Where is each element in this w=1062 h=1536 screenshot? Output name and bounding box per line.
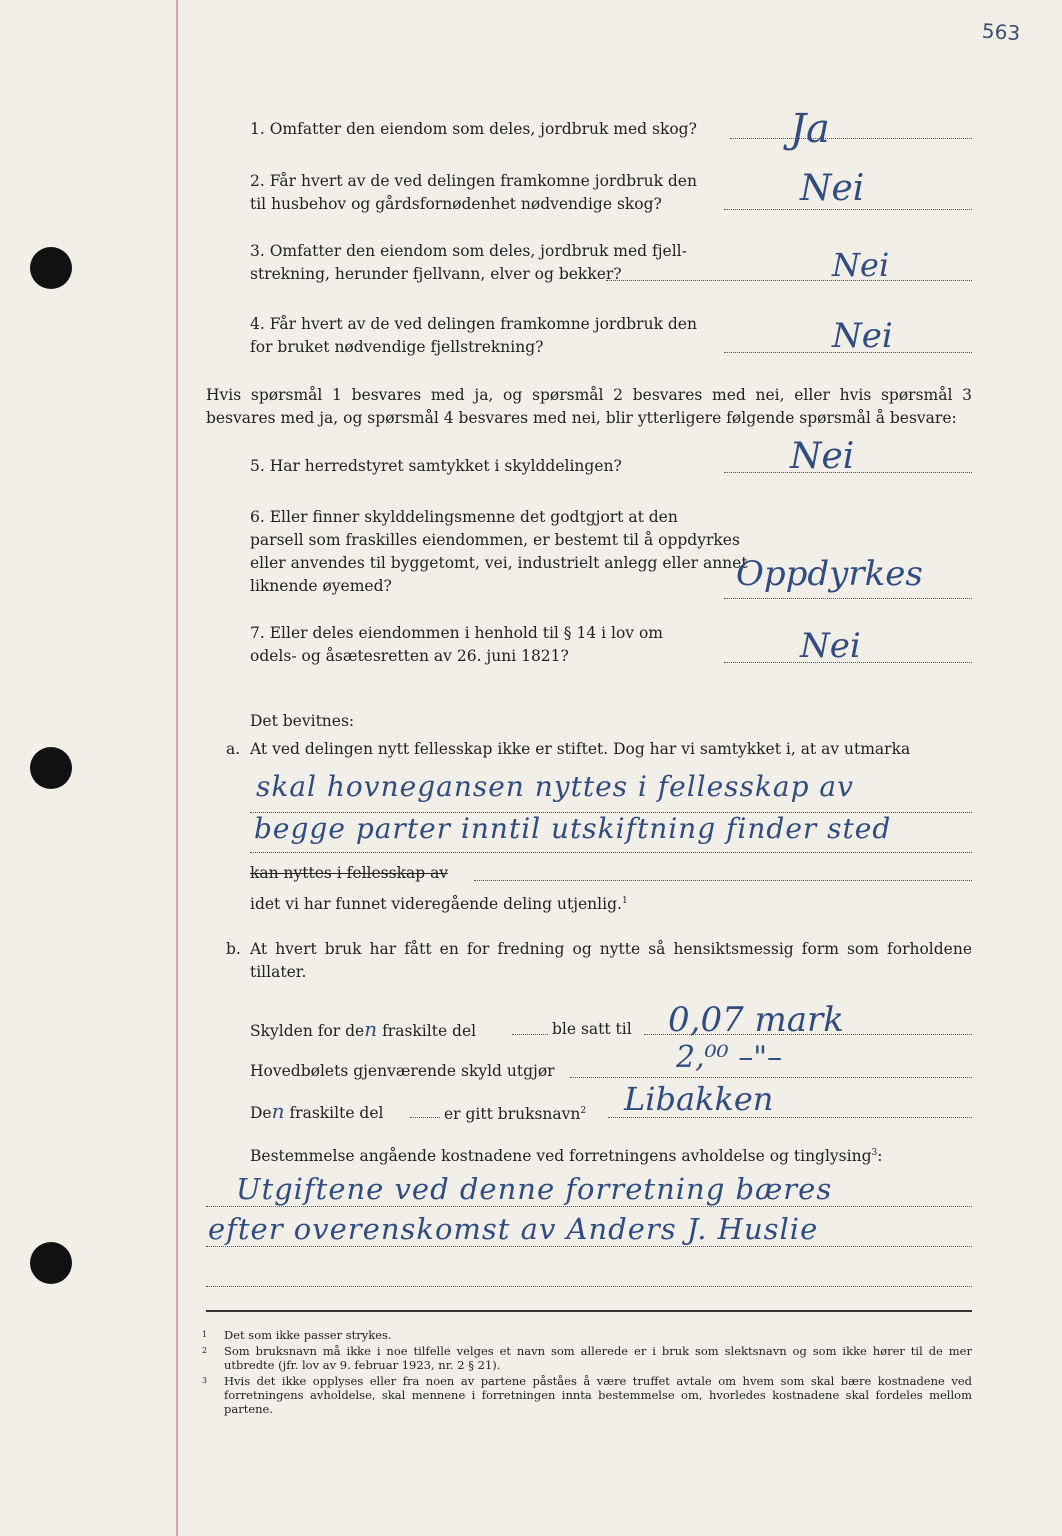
- writing-line: [570, 1077, 972, 1078]
- margin-line: [176, 0, 178, 1536]
- question-line: parsell som fraskilles eiendommen, er bestemt til å oppdyrkes: [250, 531, 740, 549]
- skyld-label: Skylden for de: [250, 1022, 365, 1040]
- question-line: for bruket nødvendige fjellstrekning?: [250, 338, 544, 356]
- attest-heading: Det bevitnes:: [250, 712, 355, 730]
- colon: :: [877, 1147, 883, 1166]
- item-a-end-text: idet vi har funnet videregående deling utjenlig.: [250, 895, 622, 914]
- question-line: liknende øyemed?: [250, 577, 392, 595]
- skyld-label: fraskilte del: [382, 1022, 477, 1040]
- punch-hole: [30, 1242, 72, 1284]
- answer-1: Ja: [790, 106, 830, 152]
- footnote-ref: 3: [871, 1148, 878, 1158]
- costs-label-line: [250, 1142, 882, 1168]
- footnote-rule: [206, 1310, 972, 1312]
- footnote-1: [202, 1328, 972, 1342]
- answer-7: Nei: [800, 626, 861, 666]
- skyld-label: ble satt til: [552, 1020, 632, 1038]
- answer-line: [730, 138, 972, 139]
- handwritten-line: begge parter inntil utskiftning finder sted: [254, 812, 892, 845]
- bruksnavn-value: Libakken: [624, 1080, 774, 1118]
- skyld-line-3: [250, 1100, 383, 1125]
- question-line: strekning, herunder fjellvann, elver og bekker?: [250, 265, 622, 283]
- footnote-text: Hvis det ikke opplyses eller fra noen av partene påståes å være truffet avtale om hvem som skal bære kostnadene ved forretningens avholdelse, skal mennene i forretningen innta bestemmelse om, hvorledes kostnadene skal fordeles mellom partene.: [224, 1374, 972, 1416]
- skyld-label: De: [250, 1104, 272, 1122]
- item-b-text: At hvert bruk har fått en for fredning og nytte så hensiktsmessig form som forholdene tillater.: [250, 940, 972, 981]
- writing-line: [512, 1034, 548, 1035]
- item-a-label: a.: [226, 740, 241, 758]
- question-line: 3. Omfatter den eiendom som deles, jordbruk med fjell-: [250, 242, 687, 260]
- skyld-label: er gitt bruksnavn: [444, 1105, 581, 1124]
- item-a-end: [250, 890, 628, 916]
- answer-3: Nei: [832, 246, 890, 284]
- footnote-ref: 2: [580, 1106, 587, 1116]
- answer-line: [724, 598, 972, 599]
- question-line: eller anvendes til byggetomt, vei, industrielt anlegg eller annet: [250, 554, 748, 572]
- writing-line: [206, 1206, 972, 1207]
- footnote-text: Det som ikke passer strykes.: [224, 1328, 392, 1342]
- skyld-value: 0,07 mark: [668, 1000, 844, 1040]
- question-line: til husbehov og gårdsfornødenhet nødvendige skog?: [250, 195, 662, 213]
- item-a-text: At ved delingen nytt fellesskap ikke er stiftet. Dog har vi samtykket i, at av utmarka: [250, 740, 911, 758]
- punch-hole: [30, 247, 72, 289]
- question-line: odels- og åsætesretten av 26. juni 1821?: [250, 647, 569, 665]
- handwritten-suffix: n: [364, 1017, 378, 1041]
- question-4: [250, 313, 726, 359]
- footnote-number: 1: [202, 1330, 208, 1339]
- question-1: [250, 118, 726, 141]
- question-7: [250, 622, 726, 668]
- answer-2: Nei: [800, 168, 865, 209]
- writing-line: [206, 1246, 972, 1247]
- skyld-line-3b: [444, 1100, 586, 1126]
- skyld-label: fraskilte del: [289, 1104, 384, 1122]
- writing-line: [410, 1117, 440, 1118]
- question-line: 7. Eller deles eiendommen i henhold til § 14 i lov om: [250, 624, 664, 642]
- question-line: 4. Får hvert av de ved delingen framkomne jordbruk den: [250, 315, 697, 333]
- costs-label: Bestemmelse angående kostnadene ved forretningens avholdelse og tinglysing: [250, 1147, 872, 1166]
- footnote-3: [202, 1374, 972, 1416]
- punch-hole: [30, 747, 72, 789]
- instruction-text: Hvis spørsmål 1 besvares med ja, og spørsmål 2 besvares med nei, eller hvis spørsmål 3 besvares med ja, og spørsmål 4 besvares med nei, blir ytterligere følgende spørsmål å besvare:: [206, 386, 972, 427]
- question-6: [250, 506, 748, 598]
- answer-line: [724, 209, 972, 210]
- struck-text: kan nyttes i fellesskap av: [250, 864, 449, 882]
- handwritten-line: skal hovnegansen nyttes i fellesskap av: [256, 770, 854, 803]
- writing-line: [206, 1286, 972, 1287]
- answer-6: Oppdyrkes: [736, 554, 923, 594]
- question-line: 2. Får hvert av de ved delingen framkomne jordbruk den: [250, 172, 697, 190]
- writing-line: [474, 880, 972, 881]
- footnote-number: 3: [202, 1376, 208, 1385]
- page-number: 563: [981, 18, 1021, 46]
- footnote-2: [202, 1344, 972, 1372]
- footnote-ref: 1: [621, 896, 628, 906]
- item-b-label: b.: [226, 940, 241, 958]
- answer-line: [606, 280, 972, 281]
- footnote-text: Som bruksnavn må ikke i noe tilfelle velges et navn som allerede er i bruk som slektsnavn og som ikke hører til de mer utbredte (jfr. lov av 9. februar 1923, nr. 2 § 21).: [224, 1344, 972, 1372]
- handwritten-line: efter overenskomst av Anders J. Huslie: [208, 1212, 819, 1246]
- answer-5: Nei: [790, 436, 855, 477]
- skyld-value: 2,⁰⁰ –"–: [676, 1040, 783, 1075]
- handwritten-line: Utgiftene ved denne forretning bæres: [236, 1172, 833, 1206]
- writing-line: [250, 852, 972, 853]
- handwritten-suffix: n: [271, 1099, 285, 1123]
- question-line: 6. Eller finner skylddelingsmenne det godtgjort at den: [250, 508, 678, 526]
- skyld-line-2: Hovedbølets gjenværende skyld utgjør: [250, 1062, 555, 1080]
- question-5: [250, 455, 726, 478]
- question-line: 1. Omfatter den eiendom som deles, jordbruk med skog?: [250, 120, 697, 138]
- question-2: [250, 170, 726, 216]
- footnote-number: 2: [202, 1346, 208, 1355]
- question-line: 5. Har herredstyret samtykket i skylddelingen?: [250, 457, 622, 475]
- answer-4: Nei: [832, 316, 893, 356]
- skyld-line-1: [250, 1018, 476, 1043]
